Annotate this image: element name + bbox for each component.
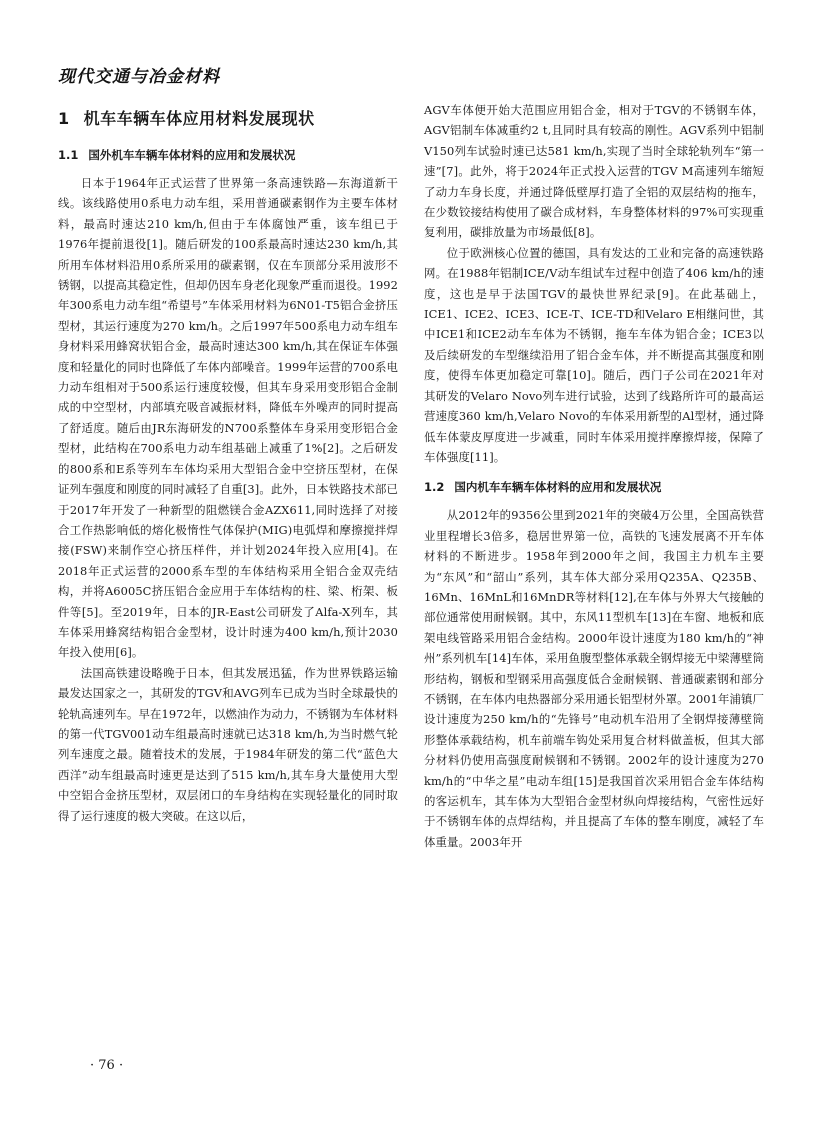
- section-title-text: 机车车辆车体应用材料发展现状: [83, 109, 315, 128]
- paragraph-france: 法国高铁建设略晚于日本，但其发展迅猛，作为世界铁路运输最发达国家之一，其研发的TGV和AVG列车已成为当时全球最快的轮轨高速列车。早在1972年，以燃油作为动力，不锈钢为车体材料的第一代TGV001动车组最高时速就已达318 km/h,为当时燃气轮列车速度之最。随着技术的发展，于1984年研发的第二代“蓝色大西洋”动车组最高时速更是达到了515 km/h,其车身大量使用大型中空铝合金挤压型材，双层闭口的车身结构在实现轻量化的同时取得了运行速度的极大突破。在这以后，: [58, 665, 398, 823]
- paragraph-china: 从2012年的9356公里到2021年的突破4万公里，全国高铁营业里程增长3倍多，稳居世界第一位，高铁的飞速发展离不开车体材料的不断进步。1958年到2000年之间，我国主力机车主要为“东风”和“韶山”系列，其车体大部分采用Q235A、Q235B、16Mn、16MnL和16MnDR等材料[12],在车体与外界大气接触的部位通常使用耐候钢。其中，东风11型机车[13]在车窗、地板和底架电线管路采用铝合金结构。2000年设计速度为180 km/h的“神州”系列机车[14]车体，采用鱼腹型整体承载全钢焊接无中梁薄壁筒形结构，钢板和型钢采用高强度低合金耐候钢、普通碳素钢和部分不锈钢，在车体内电热器部分采用通长铝型材外罩。2001年浦镇厂设计速度为250 km/h的“先锋号”电动机车沿用了全钢焊接薄壁筒形整体承载结构，机车前端车钩处采用复合材料做盖板，但其大部分材料仍使用高强度耐候钢和不锈钢。2002年的设计速度为270 km/h的“中华之星”电动车组[15]是我国首次采用铝合金车体结构的客运机车，其车体为大型铝合金型材纵向焊接结构，气密性远好于不锈钢车体的点焊结构，并且提高了车体的整车刚度，减轻了车体重量。2003年开: [424, 508, 764, 849]
- subsection-number: 1.1: [58, 148, 79, 162]
- right-column: [424, 100, 764, 852]
- paragraph-japan: 日本于1964年正式运营了世界第一条高速铁路—东海道新干线。该线路使用0系电力动车组，采用普通碳素钢作为主要车体材料，最高时速达210 km/h,但由于车体腐蚀严重，该车组已于1976年提前退役[1]。随后研发的100系最高时速达230 km/h,其所用车体材料沿用0系所采用的碳素钢，仅在车顶部分采用波形不锈钢，以提高其稳定性，但却仍因车身老化现象严重而退役。1992年300系电力动车组“希望号”车体采用材料为6N01-T5铝合金挤压型材，其运行速度为270 km/h。之后1997年500系电力动车组车身材料采用蜂窝状铝合金，最高时速达300 km/h,其在保证车体强度和轻量化的同时也降低了车体内部噪音。1999年运营的700系电力动车组相对于500系运行速度较慢，但其车身采用变形铝合金制成的中空型材，内部填充吸音减振材料，降低车外噪声的同时提高了舒适度。随后由JR东海研发的N700系整体车身采用变形铝合金型材，此结构在700系电力动车组基础上减重了1%[2]。之后研发的800系和E系等列车车体均采用大型铝合金中空挤压型材，在保证列车强度和刚度的同时减轻了自重[3]。此外，日本铁路技术部已于2017年开发了一种新型的阻燃镁合金AZX611,同时选择了对接合工作热影响低的熔化极惰性气体保护(MIG)电弧焊和摩擦搅拌焊接(FSW)来制作空心挤压样件，并计划2024年投入应用[4]。在2018年正式运营的2000系车型的车体结构采用全铝合金双壳结构，并将A6005C挤压铝合金应用于车体结构的柱、梁、桁架、板件等[5]。至2019年，日本的JR-East公司研发了Alfa-X列车，其车体采用蜂窝结构铝合金型材，设计时速为400 km/h,预计2030年投入使用[6]。: [58, 176, 398, 660]
- subsection-title-text: 国内机车车辆车体材料的应用和发展状况: [454, 480, 662, 495]
- subsection-heading-1-1: [58, 147, 398, 163]
- journal-logo: 现代交通与冶金材料: [58, 67, 220, 87]
- section-number: 1: [58, 109, 70, 128]
- left-column: [58, 100, 398, 826]
- page-number: · 76 ·: [90, 1058, 124, 1073]
- subsection-title-text: 国外机车车辆车体材料的应用和发展状况: [88, 148, 296, 162]
- subsection-number: 1.2: [424, 480, 445, 495]
- subsection-heading-1-2: [424, 479, 764, 495]
- section-heading: [58, 106, 398, 129]
- paragraph-germany: 位于欧洲核心位置的德国，具有发达的工业和完备的高速铁路网。在1988年铝制ICE/V动车组试车过程中创造了406 km/h的速度，这也是早于法国TGV的最快世界纪录[9]。在此基础上，ICE1、ICE2、ICE3、ICE-T、ICE-TD和Velaro E相继问世，其中ICE1和ICE2动车车体为不锈钢，拖车车体为铝合金；ICE3以及后续研发的车型继续沿用了铝合金车体，并不断提高其强度和刚度，使得车体更加稳定可靠[10]。随后，西门子公司在2021年对其研发的Velaro Novo列车进行试验，达到了线路所许可的最高运营速度360 km/h,Velaro Novo的车体采用新型的Al型材，通过降低车体蒙皮厚度进一步减重，同时车体采用搅拌摩擦焊接，保障了车体强度[11]。: [424, 245, 764, 464]
- paragraph-france-continued: AGV车体便开始大范围应用铝合金，相对于TGV的不锈钢车体，AGV铝制车体减重约2 t,且同时具有较高的刚性。AGV系列中铝制V150列车试验时速已达581 km/h,实现了当时全球轮轨列车“第一速”[7]。此外，将于2024年正式投入运营的TGV M高速列车缩短了动力车身长度，并通过降低壁厚打造了全铝的双层结构的拖车，在少数铰接结构使用了碳合成材料，车身整体材料的97%可实现重复利用，碳排放量为市场最低[8]。: [424, 103, 764, 240]
